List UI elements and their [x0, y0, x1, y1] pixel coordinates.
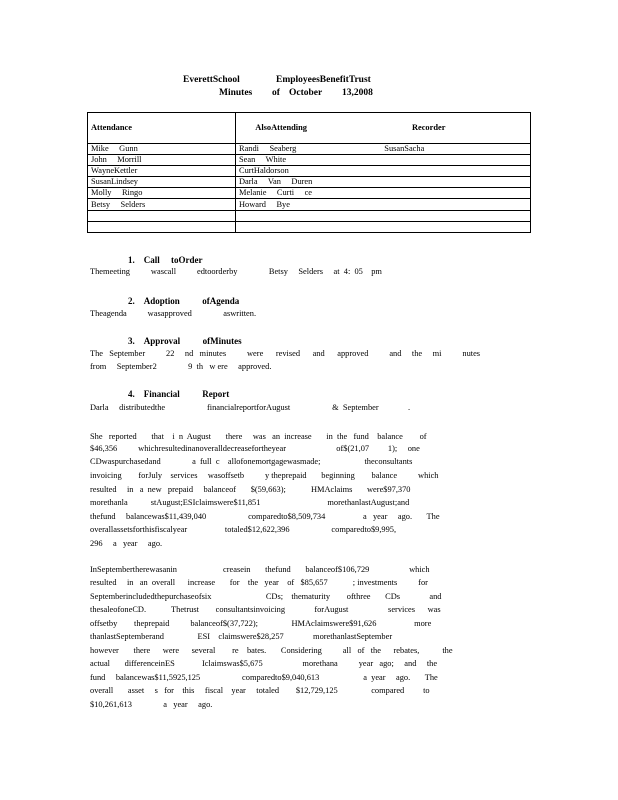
also-cell: CurtHaldorson	[236, 166, 531, 177]
paragraph-line: InSeptembertherewasanin creasein thefund balanceof$106,729 which	[90, 565, 430, 574]
section-number: 4.	[128, 389, 135, 399]
paragraph-line: CDwaspurchasedand a full c allofonemortgagewasmade; theconsultants	[90, 457, 413, 466]
minutes-date: 13,2008	[342, 88, 373, 98]
also-attendee-name: Randi Seaberg	[239, 144, 297, 154]
minutes-month: October	[289, 88, 323, 98]
paragraph-line: resulted in a new prepaid balanceof $(59,663); HMAclaims were$97,370	[90, 485, 411, 494]
paragraph-line: overall asset s for this fiscal year totaled $12,729,125 compared to	[90, 686, 430, 695]
paragraph-line: fund balancewas$11,5925,125 comparedto$9,040,613 a year ago. The	[90, 673, 438, 682]
also-attending-header	[236, 113, 531, 144]
section-title: Approval ofMinutes	[143, 336, 242, 346]
attendee-cell: WayneKettler	[88, 166, 236, 177]
trust-name: EmployeesBenefitTrust	[276, 75, 371, 85]
paragraph-line: She reported that i n August there was an increase in the fund balance of	[90, 432, 427, 441]
table-row	[88, 210, 531, 221]
also-cell: Darla Van Duren	[236, 177, 531, 188]
paragraph-line: resulted in an overall increase for the year of $85,657 ; investments for	[90, 578, 428, 587]
paragraph-line: invoicing forJuly services wasoffsetb y theprepaid beginning balance which	[90, 471, 439, 480]
paragraph-line: offsetby theprepaid balanceof$(37,722); HMAclaimswere$91,626 more	[90, 619, 432, 628]
section-text-line: from September2 9 th w ere approved.	[90, 362, 272, 371]
table-row	[88, 221, 531, 232]
also-cell: Howard Bye	[236, 199, 531, 210]
section-heading-call-to-order	[128, 255, 203, 265]
paragraph-line: thesaleofoneCD. Thetrust consultantsinvoicing forAugust services was	[90, 605, 441, 614]
section-text-line: Darla distributedthe financialreportforAugust & September .	[90, 403, 411, 412]
table-row	[88, 155, 531, 166]
also-cell	[236, 210, 531, 221]
recorder-name: SusanSacha	[384, 144, 425, 154]
also-cell: Melanie Curti ce	[236, 188, 531, 199]
attendee-cell: Betsy Selders	[88, 199, 236, 210]
table-row	[88, 166, 531, 177]
paragraph-line: thanlastSeptemberand ESI claimswere$28,257 morethanlastSeptember	[90, 632, 393, 641]
paragraph-line: Septemberincludedthepurchaseofsix CDs; thematurity ofthree CDs and	[90, 592, 442, 601]
section-text-line: Themeeting wascall edtoorderby Betsy Selders at 4: 05 pm	[90, 267, 382, 276]
section-number: 2.	[128, 296, 135, 306]
attendee-cell: John Morrill	[88, 155, 236, 166]
paragraph-line: $46,356 whichresultedinanoveralldecreasefortheyear of$(21,07 1); one	[90, 444, 420, 453]
also-cell	[236, 221, 531, 232]
attendee-cell	[88, 221, 236, 232]
attendee-cell: Molly Ringo	[88, 188, 236, 199]
section-heading-adoption-of-agenda	[128, 296, 239, 306]
attendee-cell	[88, 210, 236, 221]
attendance-header: Attendance	[88, 113, 236, 144]
paragraph-line: $10,261,613 a year ago.	[90, 700, 213, 709]
table-row	[88, 177, 531, 188]
also-cell: Sean White	[236, 155, 531, 166]
section-heading-approval-of-minutes	[128, 336, 242, 346]
section-title: Financial Report	[143, 389, 230, 399]
section-heading-financial-report	[128, 389, 229, 399]
attendance-table	[87, 112, 531, 233]
attendee-cell: SusanLindsey	[88, 177, 236, 188]
recorder-label: Recorder	[411, 123, 446, 132]
table-header-row	[88, 113, 531, 144]
paragraph-line: thefund balancewas$11,439,040 comparedto$8,509,734 a year ago. The	[90, 512, 440, 521]
section-title: Call toOrder	[143, 255, 203, 265]
school-name: EverettSchool	[183, 75, 240, 85]
paragraph-line: actual differenceinES Iclaimswas$5,675 morethana year ago; and the	[90, 659, 438, 668]
paragraph-line: overallassetsforthisfiscalyear totaled$12,622,396 comparedto$9,995,	[90, 525, 397, 534]
table-row	[88, 199, 531, 210]
section-title: Adoption ofAgenda	[143, 296, 240, 306]
minutes-of: of	[272, 88, 280, 98]
section-number: 1.	[128, 255, 135, 265]
also-cell	[236, 144, 531, 155]
table-row	[88, 188, 531, 199]
paragraph-line: however there were several re bates. Considering all of the rebates, the	[90, 646, 453, 655]
paragraph-line: 296 a year ago.	[90, 539, 163, 548]
section-text-line: The September 22 nd minutes were revised and approved and the mi nutes	[90, 349, 481, 358]
also-attending-label: AlsoAttending	[255, 123, 307, 132]
minutes-label: Minutes	[219, 88, 253, 98]
section-number: 3.	[128, 336, 135, 346]
paragraph-line: morethanla stAugust;ESIclaimswere$11,851 morethanlastAugust;and	[90, 498, 410, 507]
attendee-cell: Mike Gunn	[88, 144, 236, 155]
table-row	[88, 144, 531, 155]
section-text-line: Theagenda wasapproved aswritten.	[90, 309, 257, 318]
